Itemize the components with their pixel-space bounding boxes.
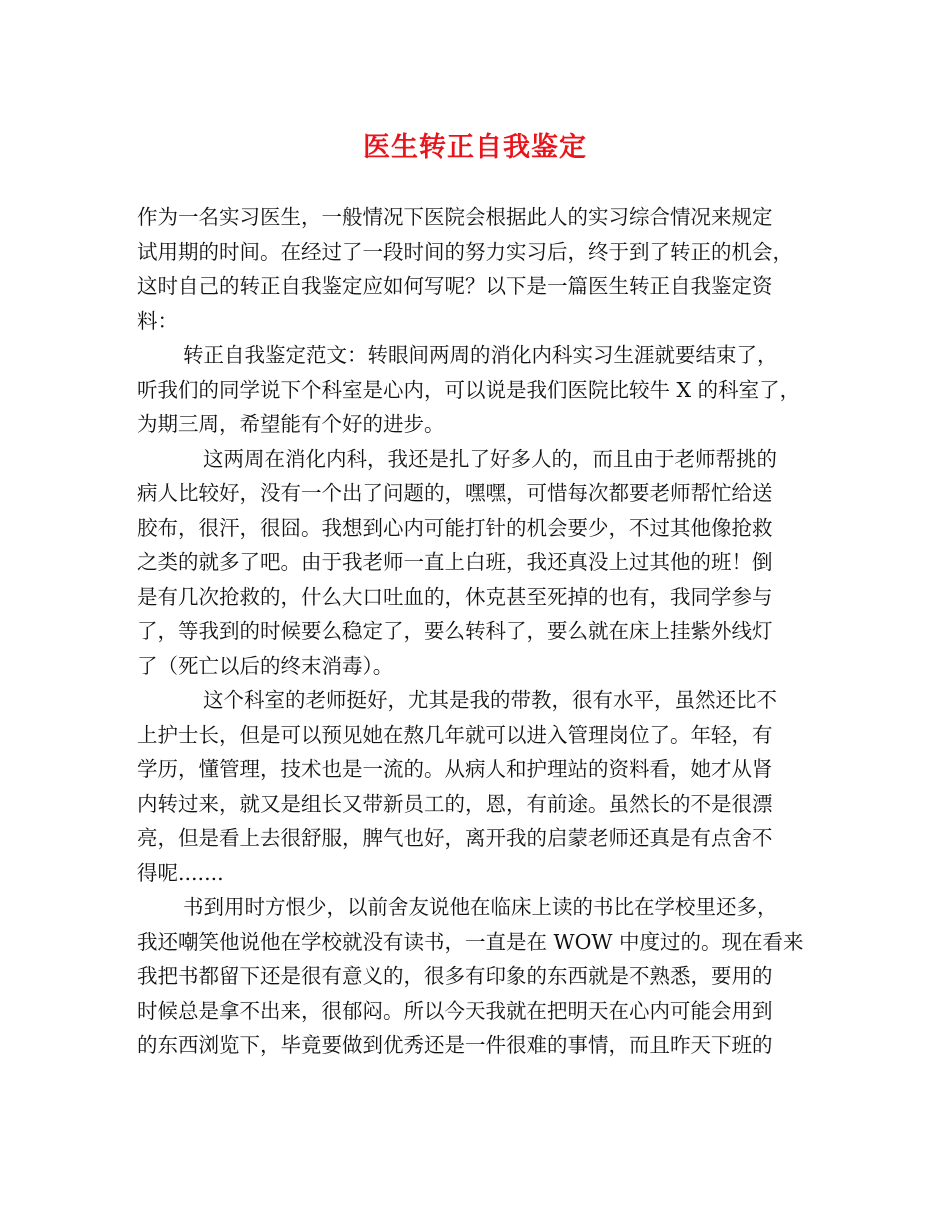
paragraph-line: 为期三周，希望能有个好的进步。 [137, 412, 445, 436]
paragraph [137, 683, 817, 890]
paragraph-line: 时候总是拿不出来，很郁闷。所以今天我就在把明天在心内可能会用到 [137, 998, 773, 1023]
paragraph-line: 书到用时方恨少，以前舍友说他在临床上读的书比在学校里还多， [183, 895, 778, 919]
paragraph-line: 料： [137, 308, 178, 333]
paragraph [137, 442, 817, 684]
paragraph-line: 上护士长，但是可以预见她在熬几年就可以进入管理岗位了。年轻，有 [137, 722, 773, 747]
paragraph-line: 作为一名实习医生，一般情况下医院会根据此人的实习综合情况来规定 [137, 205, 773, 229]
paragraph-line: 这个科室的老师挺好，尤其是我的带教，很有水平，虽然还比不 [203, 688, 777, 712]
paragraph-line: 得呢....... [137, 860, 224, 885]
paragraph [137, 338, 817, 442]
paragraph-line: 我还嘲笑他说他在学校就没有读书，一直是在 WOW 中度过的。现在看来 [137, 929, 804, 954]
paragraph-line: 转正自我鉴定范文：转眼间两周的消化内科实习生涯就要结束了， [183, 343, 778, 367]
paragraph-line: 我把书都留下还是很有意义的，很多有印象的东西就是不熟悉，要用的 [137, 964, 773, 988]
paragraph-line: 学历，懂管理，技术也是一流的。从病人和护理站的资料看，她才从肾 [137, 757, 773, 781]
paragraph [137, 890, 817, 1063]
document-title: 医生转正自我鉴定 [363, 132, 587, 163]
paragraph-line: 是有几次抢救的，什么大口吐血的，休克甚至死掉的也有，我同学参与 [137, 584, 773, 609]
paragraph-line: 了（死亡以后的终末消毒）。 [137, 653, 394, 678]
paragraph-line: 之类的就多了吧。由于我老师一直上白班，我还真没上过其他的班！倒 [137, 550, 773, 574]
paragraph [137, 200, 817, 338]
paragraph-line: 试用期的时间。在经过了一段时间的努力实习后，终于到了转正的机会， [137, 239, 793, 264]
paragraph-line: 的东西浏览下，毕竟要做到优秀还是一件很难的事情，而且昨天下班的 [137, 1033, 773, 1057]
paragraph-line: 这两周在消化内科，我还是扎了好多人的，而且由于老师帮挑的 [203, 446, 777, 471]
paragraph-line: 这时自己的转正自我鉴定应如何写呢？以下是一篇医生转正自我鉴定资 [137, 274, 773, 298]
document-body [137, 200, 817, 1063]
paragraph-line: 内转过来，就又是组长又带新员工的，恩，有前途。虽然长的不是很漂 [137, 791, 773, 816]
paragraph-line: 病人比较好，没有一个出了问题的，嘿嘿，可惜每次都要老师帮忙给送 [137, 481, 773, 505]
paragraph-line: 了，等我到的时候要么稳定了，要么转科了，要么就在床上挂紫外线灯 [137, 619, 773, 643]
paragraph-line: 胶布，很汗，很囧。我想到心内可能打针的机会要少，不过其他像抢救 [137, 515, 773, 540]
paragraph-line: 听我们的同学说下个科室是心内，可以说是我们医院比较牛 X 的科室了， [137, 377, 801, 402]
paragraph-line: 亮，但是看上去很舒服，脾气也好，离开我的启蒙老师还真是有点舍不 [137, 826, 773, 850]
